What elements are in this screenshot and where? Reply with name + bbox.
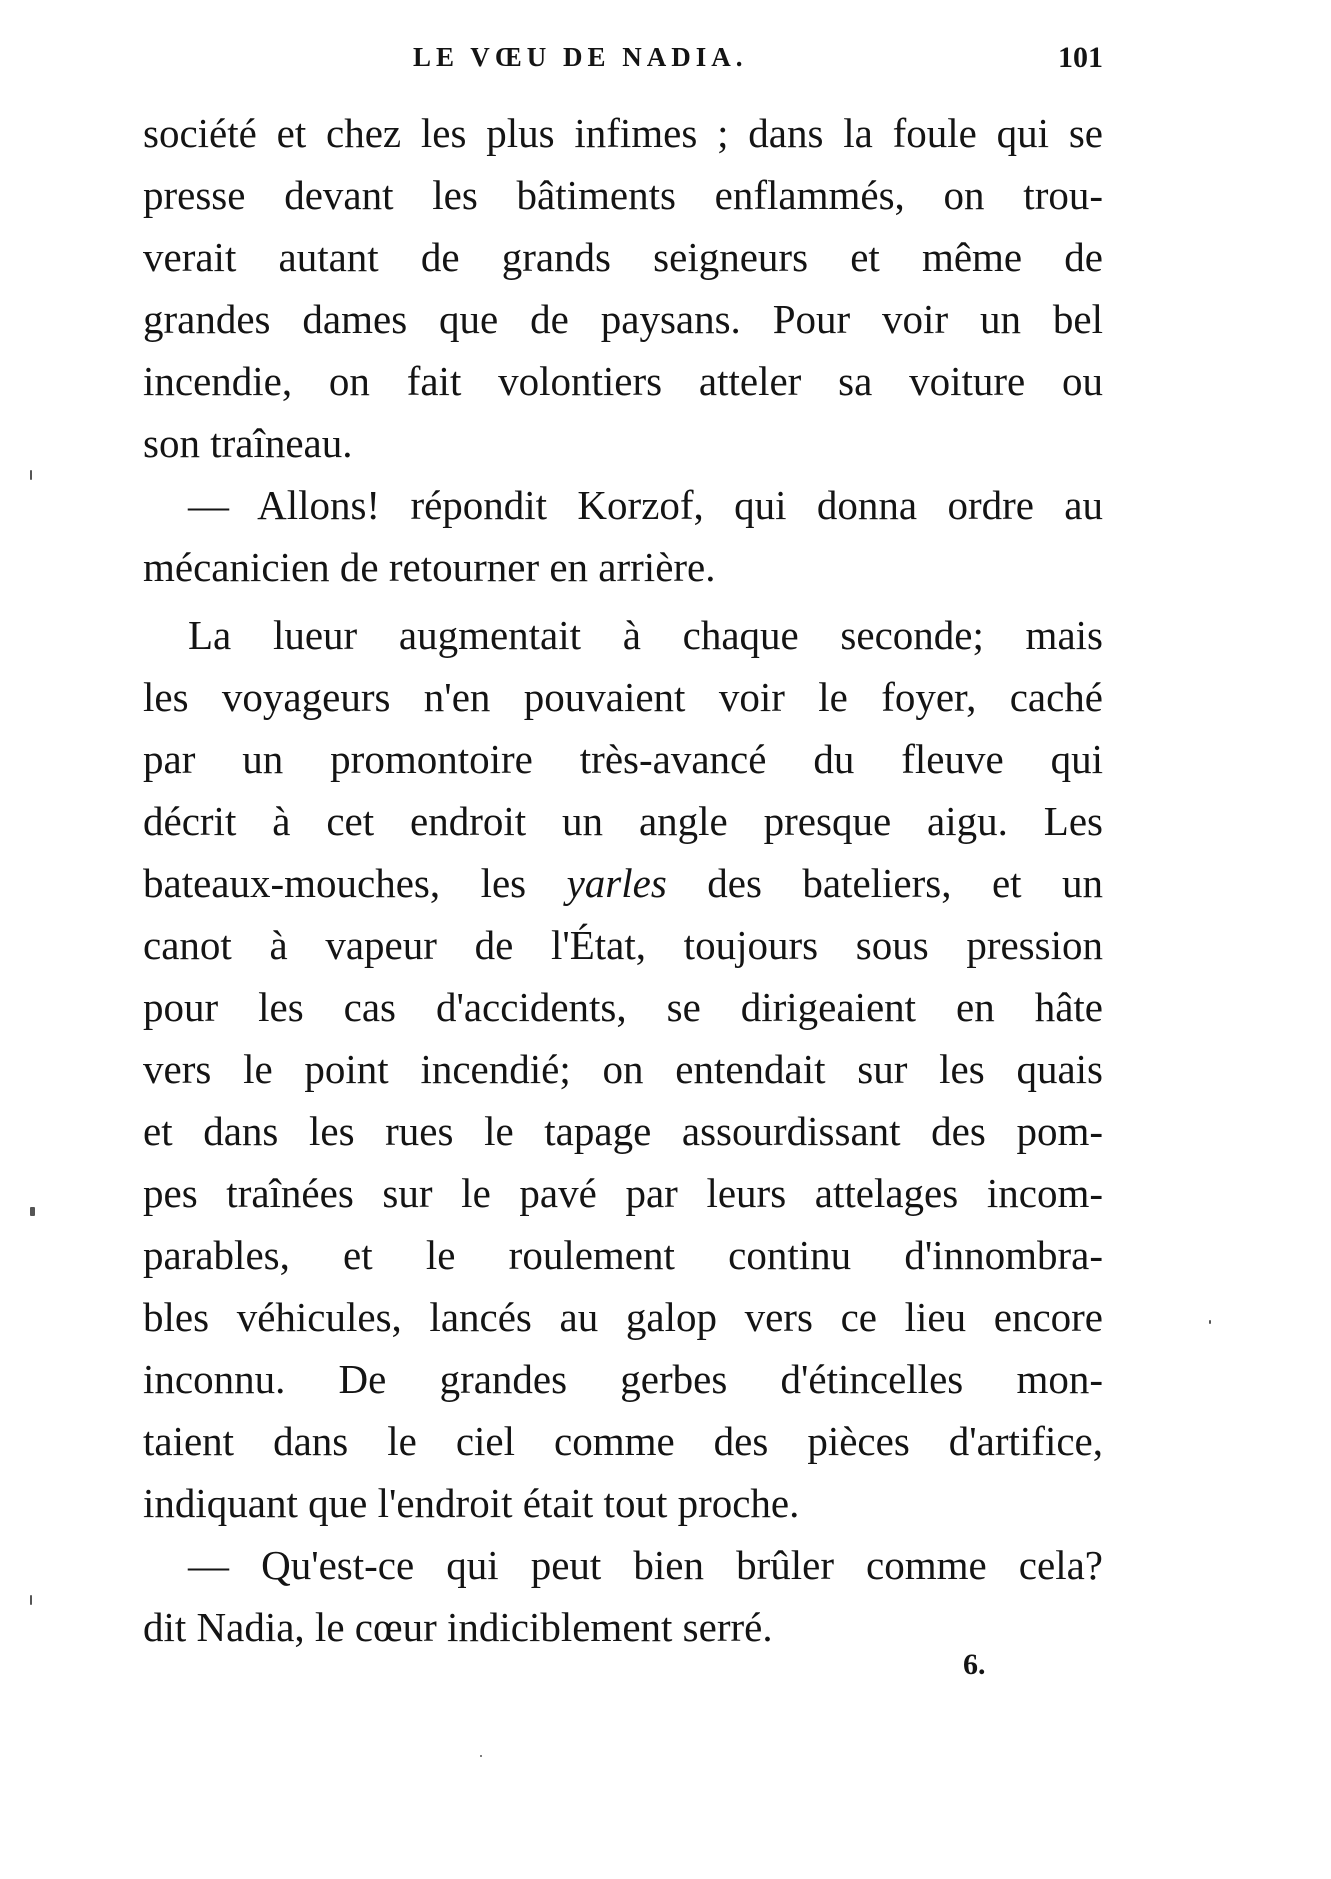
text-line: taient dans le ciel comme des pièces d'artifice, [143, 1418, 1103, 1464]
text-line: décrit à cet endroit un angle presque aigu. Les [143, 798, 1103, 844]
text-line-with-italic [143, 852, 1103, 914]
scan-speck [30, 1207, 35, 1216]
scan-speck [30, 470, 32, 480]
text-line: pes traînées sur le pavé par leurs attelages incom- [143, 1170, 1103, 1216]
text-line: les voyageurs n'en pouvaient voir le foyer, caché [143, 674, 1103, 720]
text-line: mécanicien de retourner en arrière. [143, 544, 716, 590]
paragraph-start-line: La lueur augmentait à chaque seconde; mais [188, 612, 1103, 658]
dialogue-line: — Allons! répondit Korzof, qui donna ordre au [188, 482, 1103, 528]
text-line: indiquant que l'endroit était tout proche. [143, 1480, 800, 1526]
text-line: incendie, on fait volontiers atteler sa voiture ou [143, 358, 1103, 404]
body-text [143, 102, 1103, 1658]
text-line: vers le point incendié; on entendait sur les quais [143, 1046, 1103, 1092]
signature-mark: 6. [963, 1648, 986, 1681]
text-line: presse devant les bâtiments enflammés, on trou- [143, 172, 1103, 218]
text-line: canot à vapeur de l'État, toujours sous pression [143, 922, 1103, 968]
text-segment: des bateliers, et un [666, 860, 1103, 906]
text-line: et dans les rues le tapage assourdissant des pom- [143, 1108, 1103, 1154]
page-number: 101 [1058, 41, 1103, 74]
italic-word: yarles [566, 860, 667, 906]
text-line: bles véhicules, lancés au galop vers ce lieu encore [143, 1294, 1103, 1340]
text-line: verait autant de grands seigneurs et même de [143, 234, 1103, 280]
text-line: inconnu. De grandes gerbes d'étincelles mon- [143, 1356, 1103, 1402]
scan-speck [1209, 1320, 1211, 1324]
text-line: société et chez les plus infimes ; dans la foule qui se [143, 110, 1103, 156]
text-segment: bateaux-mouches, les [143, 860, 567, 906]
text-line: grandes dames que de paysans. Pour voir un bel [143, 296, 1103, 342]
scan-speck [480, 1755, 482, 1757]
running-head [143, 42, 1103, 82]
text-line: par un promontoire très-avancé du fleuve qui [143, 736, 1103, 782]
scan-speck [30, 1595, 32, 1605]
text-line: son traîneau. [143, 420, 353, 466]
dialogue-line: — Qu'est-ce qui peut bien brûler comme cela? [188, 1542, 1103, 1588]
text-line: dit Nadia, le cœur indiciblement serré. [143, 1604, 773, 1650]
text-line: parables, et le roulement continu d'innombra- [143, 1232, 1103, 1278]
text-line: pour les cas d'accidents, se dirigeaient en hâte [143, 984, 1103, 1030]
running-title: LE VŒU DE NADIA. [413, 42, 748, 72]
